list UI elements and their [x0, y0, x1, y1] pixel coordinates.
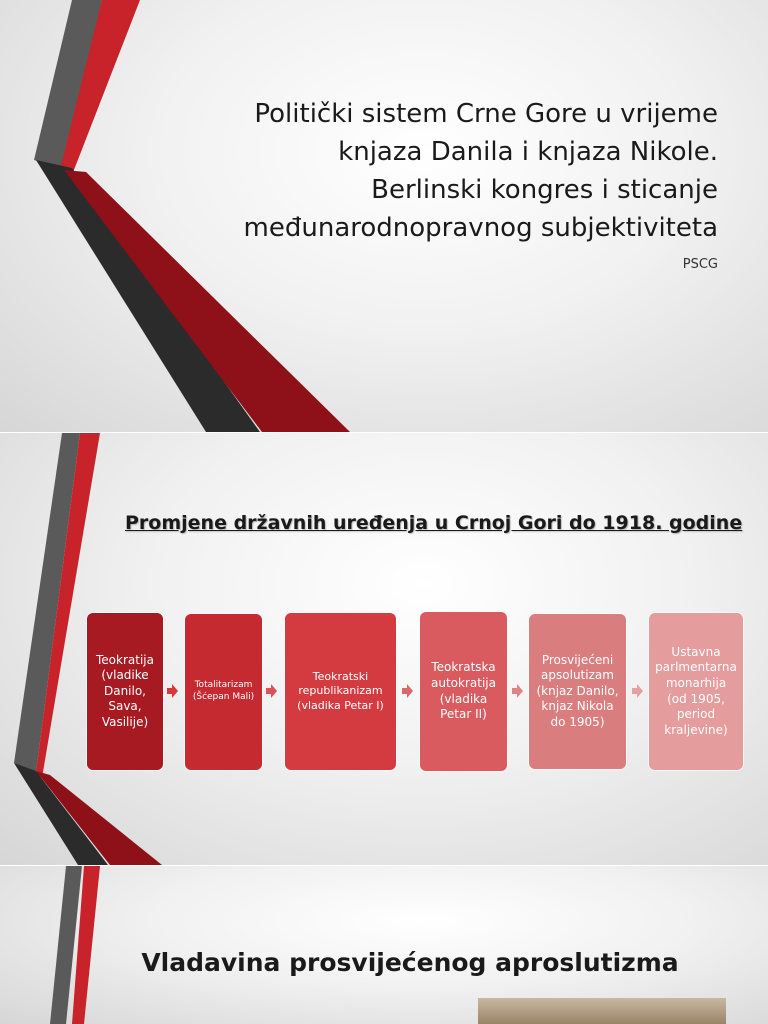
- stage-box-4: Teokratska autokratija (vladika Petar II): [420, 612, 507, 771]
- stage-box-1: Teokratija (vladike Danilo, Sava, Vasilije): [87, 613, 163, 770]
- title-line-4: međunarodnopravnog subjektiviteta: [243, 213, 718, 243]
- arrow-right-icon: [402, 684, 413, 698]
- title-line-2: knjaza Danila i knjaza Nikole.: [338, 137, 718, 167]
- stage-box-2: Totalitarizam (Šćepan Mali): [185, 614, 262, 770]
- arrow-right-icon: [512, 684, 523, 698]
- portrait-image: [478, 998, 726, 1024]
- slide2-title: Promjene državnih uređenja u Crnoj Gori do 1918. godine: [125, 512, 743, 534]
- arrow-right-icon: [266, 684, 277, 698]
- stage-box-6: Ustavna parlmentarna monarhija (od 1905, period kraljevine): [649, 613, 743, 770]
- arrow-right-icon: [167, 684, 178, 698]
- stage-box-5: Prosvijećeni apsolutizam (knjaz Danilo, knjaz Nikola do 1905): [529, 614, 626, 769]
- slide3-title: Vladavina prosvijećenog aproslutizma: [141, 948, 679, 977]
- stage-box-3: Teokratski republikanizam (vladika Petar I): [285, 613, 396, 770]
- title-line-3: Berlinski kongres i sticanje: [371, 175, 718, 205]
- title-line-1: Politički sistem Crne Gore u vrijeme: [254, 99, 718, 129]
- slide1-subtitle: PSCG: [682, 257, 718, 272]
- arrow-right-icon: [632, 684, 643, 698]
